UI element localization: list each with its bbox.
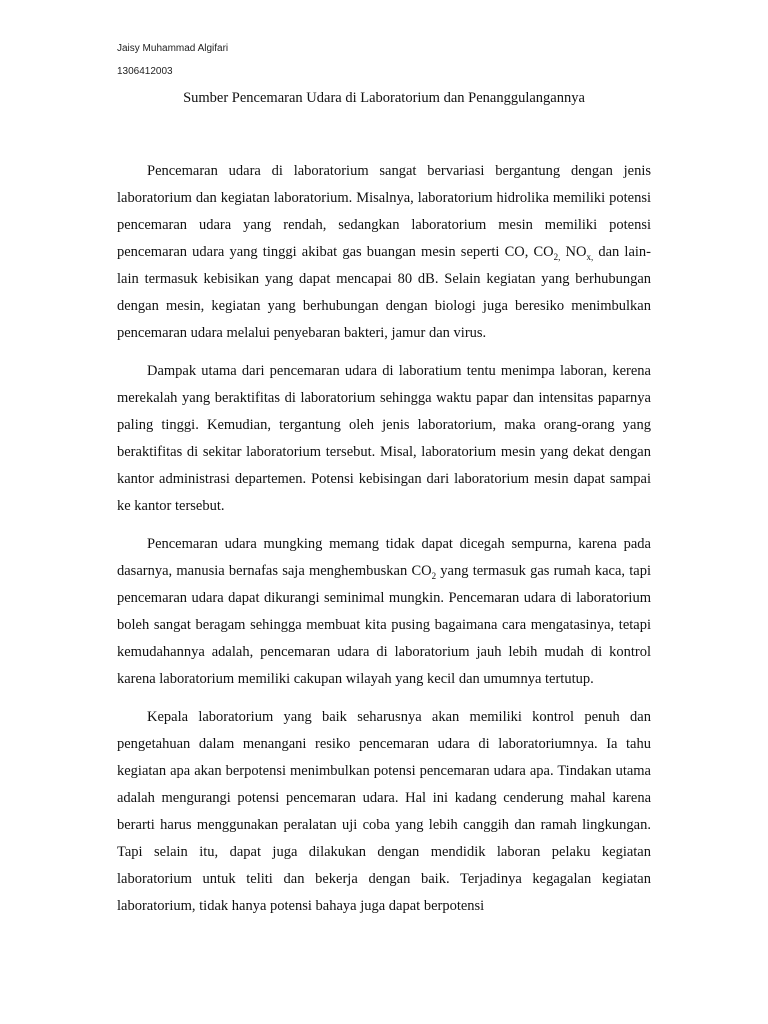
text-segment: Dampak utama dari pencemaran udara di laboratium tentu menimpa laboran, kerena merekalah yang beraktifitas di laboratorium sehingga waktu papar dan intensitas paparnya paling tinggi. Kemudian, tergantung oleh jenis laboratorium, maka orang-orang yang beraktifitas di sekitar laboratorium tersebut. Misal, laboratorium mesin yang dekat dengan kantor administrasi departemen. Potensi kebisingan dari laboratorium mesin dapat sampai ke kantor tersebut. [117, 363, 651, 514]
text-segment: dan lain-lain termasuk kebisikan yang dapat mencapai 80 dB. Selain kegiatan yang berhubungan dengan mesin, kegiatan yang berhubungan dengan biologi juga beresiko menimbulkan pencemaran udara melalui penyebaran bakteri, jamur dan virus. [117, 244, 651, 341]
document-title: Sumber Pencemaran Udara di Laboratorium dan Penanggulangannya [183, 90, 585, 106]
subscript: x, [586, 251, 594, 262]
document-body [117, 158, 651, 931]
text-segment: yang termasuk gas rumah kaca, tapi pencemaran udara dapat dikurangi seminimal mungkin. Pencemaran udara di laboratorium boleh sangat beragam sehingga membuat kita pusing bagaimana cara mengatasinya, tetapi kemudahannya adalah, pencemaran udara di laboratorium jauh lebih mudah di kontrol karena laboratorium memiliki cakupan wilayah yang kecil dan umumnya tertutup. [117, 563, 651, 687]
paragraph-2 [117, 358, 651, 520]
text-segment: Pencemaran udara mungking memang tidak dapat dicegah sempurna, karena pada dasarnya, manusia bernafas saja menghembuskan CO [117, 536, 651, 579]
subscript: 2 [431, 570, 437, 581]
author-name: Jaisy Muhammad Algifari [117, 43, 229, 54]
subscript: 2, [553, 251, 561, 262]
paragraph-4 [117, 704, 651, 920]
text-segment: NO [560, 244, 587, 260]
paragraph-1 [117, 158, 651, 347]
text-segment: Pencemaran udara di laboratorium sangat bervariasi bergantung dengan jenis laboratorium dan kegiatan laboratorium. Misalnya, laboratorium hidrolika memiliki potensi pencemaran udara yang rendah, sedangkan laboratorium mesin memiliki potensi pencemaran udara yang tinggi akibat gas buangan mesin seperti CO, CO [117, 163, 651, 260]
student-id: 1306412003 [117, 66, 173, 77]
paragraph-3 [117, 531, 651, 693]
text-segment: Kepala laboratorium yang baik seharusnya akan memiliki kontrol penuh dan pengetahuan dalam menangani resiko pencemaran udara di laboratoriumnya. Ia tahu kegiatan apa akan berpotensi menimbulkan potensi pencemaran udara apa. Tindakan utama adalah mengurangi potensi pencemaran udara. Hal ini kadang cenderung mahal karena berarti harus menggunakan peralatan uji coba yang lebih canggih dan ramah lingkungan. Tapi selain itu, dapat juga dilakukan dengan mendidik laboran pelaku kegiatan laboratorium untuk teliti dan bekerja dengan baik. Terjadinya kegagalan kegiatan laboratorium, tidak hanya potensi bahaya juga dapat berpotensi [117, 709, 651, 914]
